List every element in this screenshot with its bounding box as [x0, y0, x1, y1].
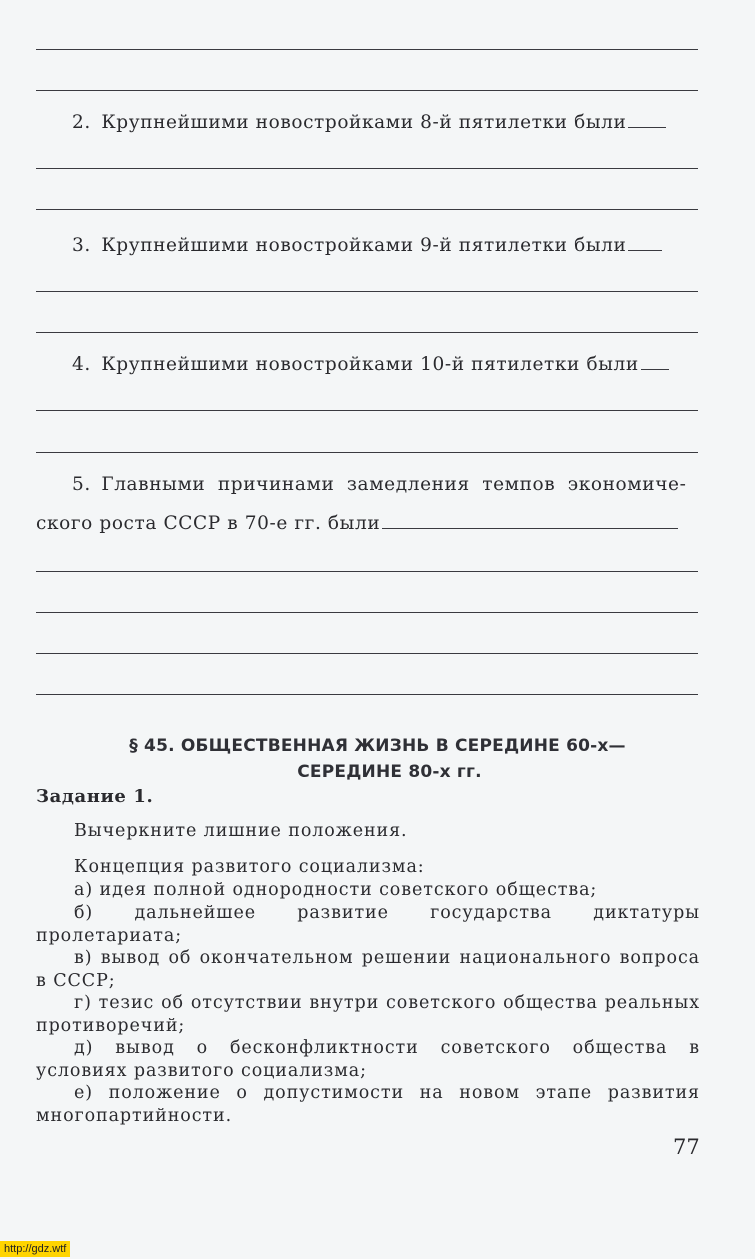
answer-line[interactable]	[36, 209, 698, 210]
question-number: 5.	[72, 474, 91, 495]
list-item-a[interactable]: а) идея полной однородности советского общества;	[74, 880, 598, 900]
section-title-line1: § 45. ОБЩЕСТВЕННАЯ ЖИЗНЬ В СЕРЕДИНЕ 60-х—	[129, 736, 626, 756]
watermark-link[interactable]: http://gdz.wtf	[0, 1241, 70, 1257]
question-3	[72, 235, 662, 256]
list-item-b[interactable]: б) дальнейшее развитие государства диктатуры пролетариата;	[36, 903, 700, 946]
list-item-e[interactable]: е) положение о допустимости на новом этапе развития многопартийности.	[36, 1083, 700, 1126]
question-text: Крупнейшими новостройками 8-й пятилетки были	[101, 112, 627, 133]
answer-line[interactable]	[36, 410, 698, 411]
page-number: 77	[673, 1135, 700, 1159]
question-text: Крупнейшими новостройками 10-й пятилетки были	[101, 354, 639, 375]
section-title-line2: СЕРЕДИНЕ 80-х гг.	[297, 762, 482, 782]
answer-line[interactable]	[382, 527, 678, 529]
list-item-d[interactable]: д) вывод о бесконфликтности советского общества в условиях развитого социализма;	[36, 1038, 700, 1081]
answer-line[interactable]	[641, 368, 669, 370]
task-title: Задание 1.	[36, 786, 154, 807]
question-text: Крупнейшими новостройками 9-й пятилетки были	[101, 235, 627, 256]
task-instruction: Вычеркните лишние положения.	[74, 821, 408, 841]
answer-line[interactable]	[36, 332, 698, 333]
answer-line[interactable]	[36, 90, 698, 91]
question-number: 3.	[72, 235, 91, 256]
question-text-line2: ского роста СССР в 70-е гг. были	[36, 513, 381, 534]
answer-line[interactable]	[36, 694, 698, 695]
answer-line[interactable]	[36, 168, 698, 169]
question-text-line1: Главными причинами замедления темпов экономиче-	[101, 474, 687, 495]
answer-line[interactable]	[36, 653, 698, 654]
answer-line[interactable]	[36, 612, 698, 613]
answer-line[interactable]	[628, 249, 662, 251]
list-item-g[interactable]: г) тезис об отсутствии внутри советского общества реальных противоречий;	[36, 993, 700, 1036]
question-number: 4.	[72, 354, 91, 375]
question-2	[72, 112, 666, 133]
answer-line[interactable]	[36, 291, 698, 292]
question-number: 2.	[72, 112, 91, 133]
question-5-continuation	[36, 513, 678, 534]
question-4	[72, 354, 669, 375]
answer-line[interactable]	[628, 126, 666, 128]
answer-line[interactable]	[36, 49, 698, 50]
list-item-v[interactable]: в) вывод об окончательном решении национального вопроса в СССР;	[36, 948, 700, 991]
question-5	[72, 474, 698, 495]
answer-line[interactable]	[36, 452, 698, 453]
answer-line[interactable]	[36, 571, 698, 572]
concept-heading: Концепция развитого социализма:	[74, 857, 425, 877]
